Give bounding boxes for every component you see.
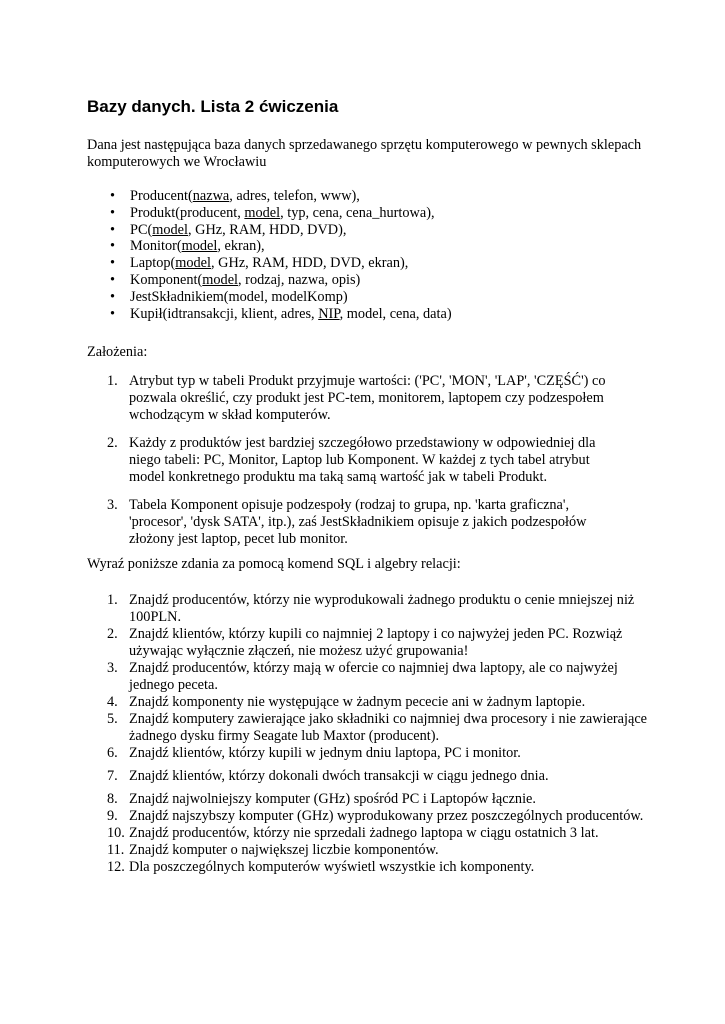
intro-paragraph: Dana jest następująca baza danych sprzedawanego sprzętu komputerowego w pewnych sklepach komputerowych we Wrocławiu — [87, 137, 642, 170]
schema-key: model — [152, 221, 188, 238]
list-text: Znajdź najszybszy komputer (GHz) wyprodukowany przez poszczególnych producentów. — [129, 808, 644, 824]
bullet-icon: • — [110, 204, 116, 221]
schema-key: NIP — [318, 305, 340, 322]
list-text: Atrybut typ w tabeli Produkt przyjmuje wartości: ('PC', 'MON', 'LAP', 'CZĘŚĆ') co pozwala określić, czy produkt jest PC-tem, monitorem, laptopem czy podzespołem wchodzącym w skład komputerów. — [129, 373, 606, 423]
list-number: 1. — [107, 592, 118, 608]
tasks-heading: Wyraź poniższe zdania za pomocą komend SQL i algebry relacji: — [87, 556, 461, 572]
list-number: 12. — [107, 859, 125, 875]
list-text: Znajdź klientów, którzy kupili w jednym dniu laptopa, PC i monitor. — [129, 745, 521, 761]
list-item — [107, 373, 627, 424]
assumptions-heading: Założenia: — [87, 344, 148, 360]
list-number: 2. — [107, 435, 118, 451]
tasks-list — [107, 592, 652, 876]
list-item — [107, 660, 652, 694]
list-text: Znajdź producentów, którzy mają w ofercie co najmniej dwa laptopy, ale co najwyżej jednego peceta. — [129, 660, 618, 693]
list-item — [110, 255, 452, 272]
schema-key: model — [244, 204, 281, 221]
list-number: 10. — [107, 825, 125, 841]
list-item — [110, 289, 452, 306]
list-item — [110, 306, 452, 323]
list-item — [110, 238, 452, 255]
list-text: Tabela Komponent opisuje podzespoły (rodzaj to grupa, np. 'karta graficzna', 'procesor', 'dysk SATA', itp.), zaś JestSkładnikiem opisuje z jakich podzespołów złożony jest laptop, pecet lub monitor. — [129, 497, 587, 547]
schema-text: Producent( — [130, 188, 193, 204]
page-title: Bazy danych. Lista 2 ćwiczenia — [87, 97, 339, 116]
list-item — [107, 626, 652, 660]
list-item — [107, 497, 627, 548]
list-number: 3. — [107, 497, 118, 513]
bullet-icon: • — [110, 255, 116, 272]
list-text: Znajdź komputery zawierające jako składniki co najmniej dwa procesory i nie zawierające żadnego dysku firmy Seagate lub Maxtor (producent). — [129, 711, 648, 744]
list-number: 7. — [107, 768, 118, 784]
schema-text: , rodzaj, nazwa, opis) — [238, 271, 361, 288]
bullet-icon: • — [110, 238, 116, 255]
list-item — [110, 188, 452, 205]
schema-text: JestSkładnikiem(model, modelKomp) — [130, 288, 348, 305]
list-item — [107, 825, 652, 842]
bullet-icon: • — [110, 305, 116, 322]
list-item — [107, 768, 652, 785]
list-number: 8. — [107, 791, 118, 807]
list-number: 6. — [107, 745, 118, 761]
schema-text: PC( — [130, 221, 153, 238]
list-number: 1. — [107, 373, 118, 389]
list-text: Dla poszczególnych komputerów wyświetl wszystkie ich komponenty. — [129, 859, 535, 875]
schema-text: , GHz, RAM, HDD, DVD), — [188, 221, 347, 238]
bullet-icon: • — [110, 271, 116, 288]
schema-key: model — [181, 238, 218, 255]
schema-key: model — [202, 271, 239, 288]
schema-key: model — [175, 255, 212, 272]
list-text: Znajdź komputer o największej liczbie komponentów. — [129, 842, 439, 858]
list-number: 11. — [107, 842, 125, 858]
list-item — [110, 205, 452, 222]
schema-text: , GHz, RAM, HDD, DVD, ekran), — [211, 255, 409, 272]
list-item — [107, 711, 652, 745]
list-item — [110, 272, 452, 289]
list-item — [107, 435, 627, 486]
list-text: Znajdź klientów, którzy kupili co najmniej 2 laptopy i co najwyżej jeden PC. Rozwiąż używając wyłącznie złączeń, nie możesz użyć grupowania! — [129, 626, 623, 659]
list-number: 3. — [107, 660, 118, 676]
list-text: Znajdź najwolniejszy komputer (GHz) spośród PC i Laptopów łącznie. — [129, 791, 536, 807]
schema-text: Kupił(idtransakcji, klient, adres, — [130, 305, 319, 322]
list-number: 5. — [107, 711, 118, 727]
list-number: 9. — [107, 808, 118, 824]
schema-key: nazwa — [192, 188, 230, 204]
list-text: Znajdź komponenty nie występujące w żadnym pececie ani w żadnym laptopie. — [129, 694, 586, 710]
bullet-icon: • — [110, 188, 116, 204]
list-number: 2. — [107, 626, 118, 642]
list-text: Znajdź klientów, którzy dokonali dwóch transakcji w ciągu jednego dnia. — [129, 768, 549, 784]
bullet-icon: • — [110, 221, 116, 238]
list-text: Każdy z produktów jest bardziej szczegółowo przedstawiony w odpowiedniej dla niego tabeli: PC, Monitor, Laptop lub Komponent. W każdej z tych tabel atrybut model konkretnego produktu ma taką samą wartość jak w tabeli Produkt. — [129, 435, 596, 485]
list-item — [107, 592, 652, 626]
list-text: Znajdź producentów, którzy nie wyprodukowali żadnego produktu o cenie mniejszej niż 100PLN. — [129, 592, 635, 625]
list-item — [107, 694, 652, 711]
assumptions-list — [107, 373, 627, 559]
schema-list — [110, 188, 452, 322]
list-item — [107, 859, 652, 876]
schema-text: , model, cena, data) — [339, 305, 452, 322]
schema-text: Laptop( — [130, 255, 176, 272]
schema-text: , ekran), — [217, 238, 265, 255]
schema-text: Komponent( — [130, 271, 203, 288]
list-number: 4. — [107, 694, 118, 710]
schema-text: Monitor( — [130, 238, 182, 255]
list-item — [107, 745, 652, 762]
schema-text: , adres, telefon, www), — [229, 188, 360, 204]
list-item — [110, 222, 452, 239]
list-item — [107, 842, 652, 859]
bullet-icon: • — [110, 288, 116, 305]
schema-text: Produkt(producent, — [130, 204, 245, 221]
list-item — [107, 808, 652, 825]
schema-text: , typ, cena, cena_hurtowa), — [280, 204, 435, 221]
list-text: Znajdź producentów, którzy nie sprzedali żadnego laptopa w ciągu ostatnich 3 lat. — [129, 825, 599, 841]
list-item — [107, 791, 652, 808]
